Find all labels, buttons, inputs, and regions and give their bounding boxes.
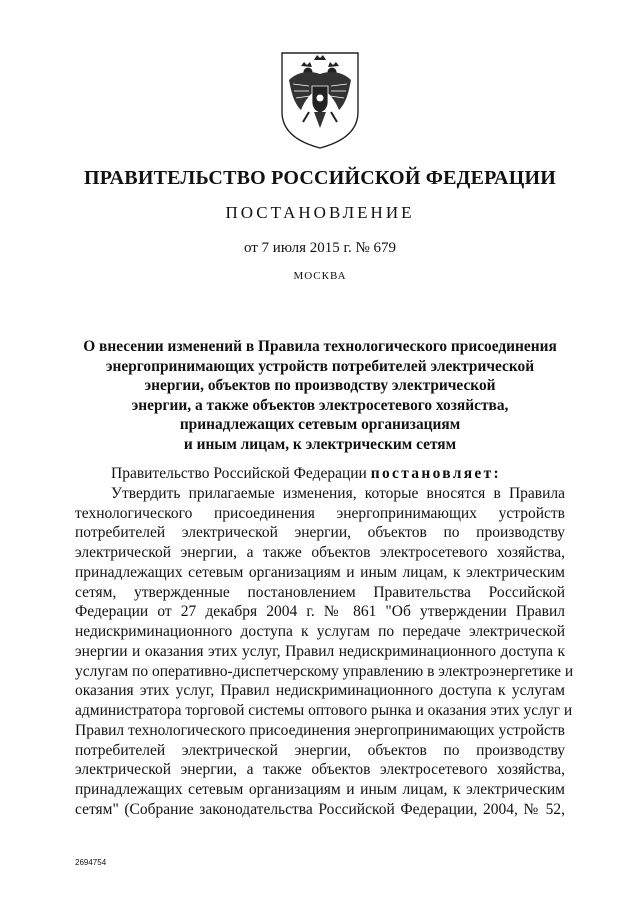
resolution-intro: [75, 464, 565, 484]
body-line: сетям" (Собрание законодательства Российской Федерации, 2004, № 52,: [75, 800, 565, 818]
title-line: энергопринимающих устройств потребителей электрической: [105, 357, 535, 375]
document-code: 2694754: [75, 858, 107, 867]
body-line: энергии и оказания этих услуг, Правил недискриминационного доступа к: [75, 642, 565, 660]
city: МОСКВА: [293, 270, 347, 282]
body-line: принадлежащих сетевым организациям и иным лицам, к электрическим: [75, 563, 565, 581]
body-line: Федерации от 27 декабря 2004 г. № 861 "Об утверждении Правил: [75, 603, 565, 621]
body-line: сетям, утвержденные постановлением Правительства Российской: [75, 583, 565, 601]
title-line: энергии, а также объектов электросетевого хозяйства,: [131, 396, 509, 414]
title-line: О внесении изменений в Правила технологического присоединения: [83, 338, 557, 355]
body-line: потребителей электрической энергии, объектов по производству: [75, 524, 565, 542]
document-title: [60, 337, 580, 455]
body-line: электрической энергии, а также объектов электросетевого хозяйства,: [75, 544, 565, 561]
intro-text: Правительство Российской Федерации: [111, 465, 367, 482]
body-line: технологического присоединения энергопринимающих устройств: [75, 504, 565, 522]
government-title: ПРАВИТЕЛЬСТВО РОССИЙСКОЙ ФЕДЕРАЦИИ: [84, 167, 556, 189]
coat-of-arms-icon: [279, 50, 361, 150]
title-line: и иным лицам, к электрическим сетям: [183, 435, 457, 453]
resolves-word: постановляет:: [370, 465, 501, 482]
body-line: услугам по оперативно-диспетчерскому управлению в электроэнергетике и: [75, 662, 574, 680]
body-line: электрической энергии, а также объектов электросетевого хозяйства,: [75, 761, 565, 779]
body-line: оказания этих услуг, Правил недискриминационного доступа к услугам: [75, 682, 565, 700]
body-line: Правил технологического присоединения энергопринимающих устройств: [75, 721, 565, 739]
body-line: принадлежащих сетевым организациям и иным лицам, к электрическим: [75, 781, 565, 798]
body-line: потребителей электрической энергии, объектов по производству: [75, 741, 565, 759]
body-line: Утвердить прилагаемые изменения, которые вносятся в Правила: [111, 484, 565, 502]
body-line: администратора торговой системы оптового рынка и оказания этих услуг и: [75, 702, 573, 719]
document-type: ПОСТАНОВЛЕНИЕ: [225, 203, 415, 222]
body-text: [75, 464, 574, 820]
title-line: энергии, объектов по производству электрической: [144, 377, 496, 395]
date-and-number: от 7 июля 2015 г. № 679: [243, 240, 397, 256]
title-line: принадлежащих сетевым организациям: [179, 416, 461, 434]
body-line: недискриминационного доступа к услугам по передаче электрической: [75, 623, 565, 640]
